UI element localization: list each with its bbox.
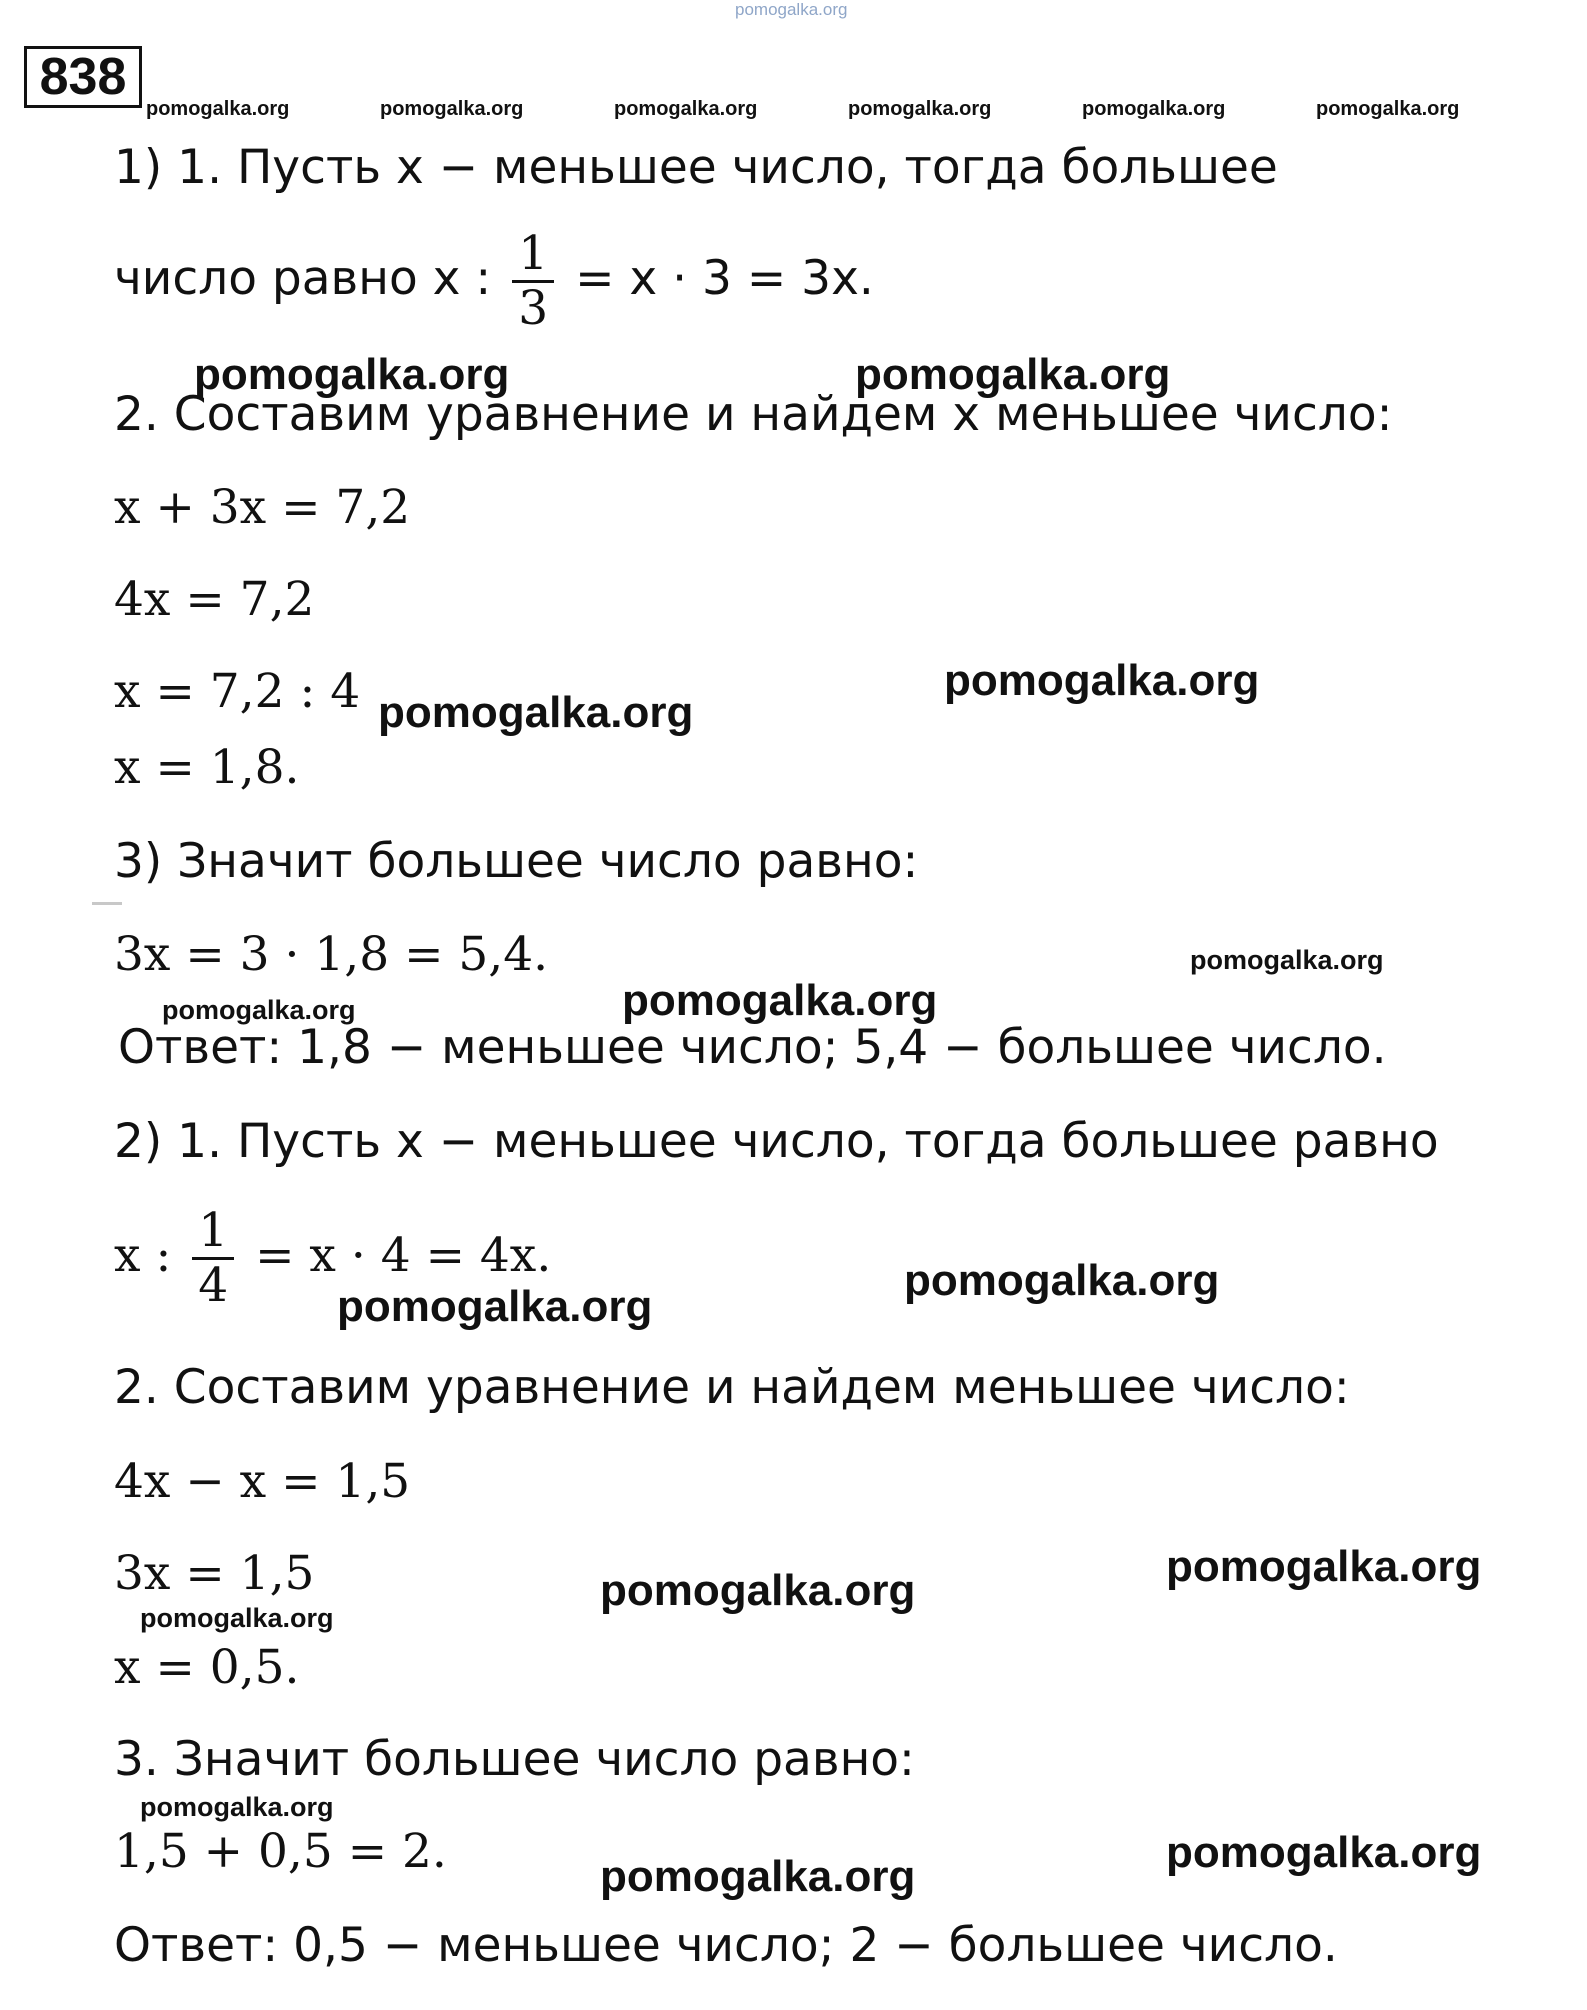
watermark: pomogalka.org xyxy=(904,1256,1220,1305)
part1-answer: Ответ: 1,8 − меньшее число; 5,4 − большее число. xyxy=(118,1020,1387,1075)
part2-step2-heading: 2. Составим уравнение и найдем меньшее число: xyxy=(114,1360,1350,1415)
scan-artifact xyxy=(92,902,122,905)
watermark: pomogalka.org xyxy=(1166,1542,1482,1591)
part1-step1-line1: 1) 1. Пусть x − меньшее число, тогда большее xyxy=(114,140,1278,195)
part1-equation-1: x + 3x = 7,2 xyxy=(114,480,411,535)
fraction-one-fourth xyxy=(192,1205,234,1312)
watermark: pomogalka.org xyxy=(380,98,524,120)
watermark: pomogalka.org xyxy=(194,350,510,399)
watermark: pomogalka.org xyxy=(1082,98,1226,120)
watermark: pomogalka.org xyxy=(944,656,1260,705)
watermark: pomogalka.org xyxy=(1190,945,1384,975)
fraction-numerator: 1 xyxy=(512,228,554,283)
watermark: pomogalka.org xyxy=(146,98,290,120)
fraction-one-third xyxy=(512,228,554,335)
watermark: pomogalka.org xyxy=(855,350,1171,399)
part1-step1-suffix: = x · 3 = 3x. xyxy=(575,251,874,306)
fraction-denominator: 3 xyxy=(518,281,549,336)
part2-equation-3: x = 0,5. xyxy=(114,1640,300,1695)
fraction-denominator: 4 xyxy=(198,1258,229,1313)
watermark: pomogalka.org xyxy=(378,688,694,737)
part2-step3-heading: 3. Значит большее число равно: xyxy=(114,1732,915,1787)
part2-equation-4: 1,5 + 0,5 = 2. xyxy=(114,1824,447,1879)
watermark: pomogalka.org xyxy=(140,1603,334,1633)
watermark: pomogalka.org xyxy=(614,98,758,120)
watermark: pomogalka.org xyxy=(848,98,992,120)
part2-step1-suffix: = x · 4 = 4x. xyxy=(255,1228,552,1283)
part1-equation-2: 4x = 7,2 xyxy=(114,572,315,627)
watermark: pomogalka.org xyxy=(337,1282,653,1331)
part2-equation-1: 4x − x = 1,5 xyxy=(114,1454,411,1509)
fraction-numerator: 1 xyxy=(192,1205,234,1260)
part2-answer: Ответ: 0,5 − меньшее число; 2 − большее число. xyxy=(114,1918,1338,1973)
watermark: pomogalka.org xyxy=(140,1792,334,1822)
watermark: pomogalka.org xyxy=(162,995,356,1025)
part1-equation-3: x = 7,2 : 4 xyxy=(114,664,361,719)
part1-step3-heading: 3) Значит большее число равно: xyxy=(114,834,919,889)
part1-equation-4: x = 1,8. xyxy=(114,740,300,795)
task-number-box: 838 xyxy=(24,46,142,108)
watermark: pomogalka.org xyxy=(622,976,938,1025)
part2-step1-line1: 2) 1. Пусть x − меньшее число, тогда большее равно xyxy=(114,1114,1439,1169)
watermark: pomogalka.org xyxy=(600,1566,916,1615)
part2-equation-2: 3x = 1,5 xyxy=(114,1546,315,1601)
top-watermark: pomogalka.org xyxy=(735,0,848,19)
watermark: pomogalka.org xyxy=(1166,1828,1482,1877)
part1-step1-prefix: число равно x : xyxy=(114,251,492,306)
watermark: pomogalka.org xyxy=(600,1852,916,1901)
part2-step1-prefix: x : xyxy=(114,1228,172,1283)
part1-step2-heading: 2. Составим уравнение и найдем x меньшее число: xyxy=(114,387,1393,442)
part1-step1-line2 xyxy=(114,228,874,335)
part1-equation-5: 3x = 3 · 1,8 = 5,4. xyxy=(114,927,549,982)
watermark: pomogalka.org xyxy=(1316,98,1460,120)
